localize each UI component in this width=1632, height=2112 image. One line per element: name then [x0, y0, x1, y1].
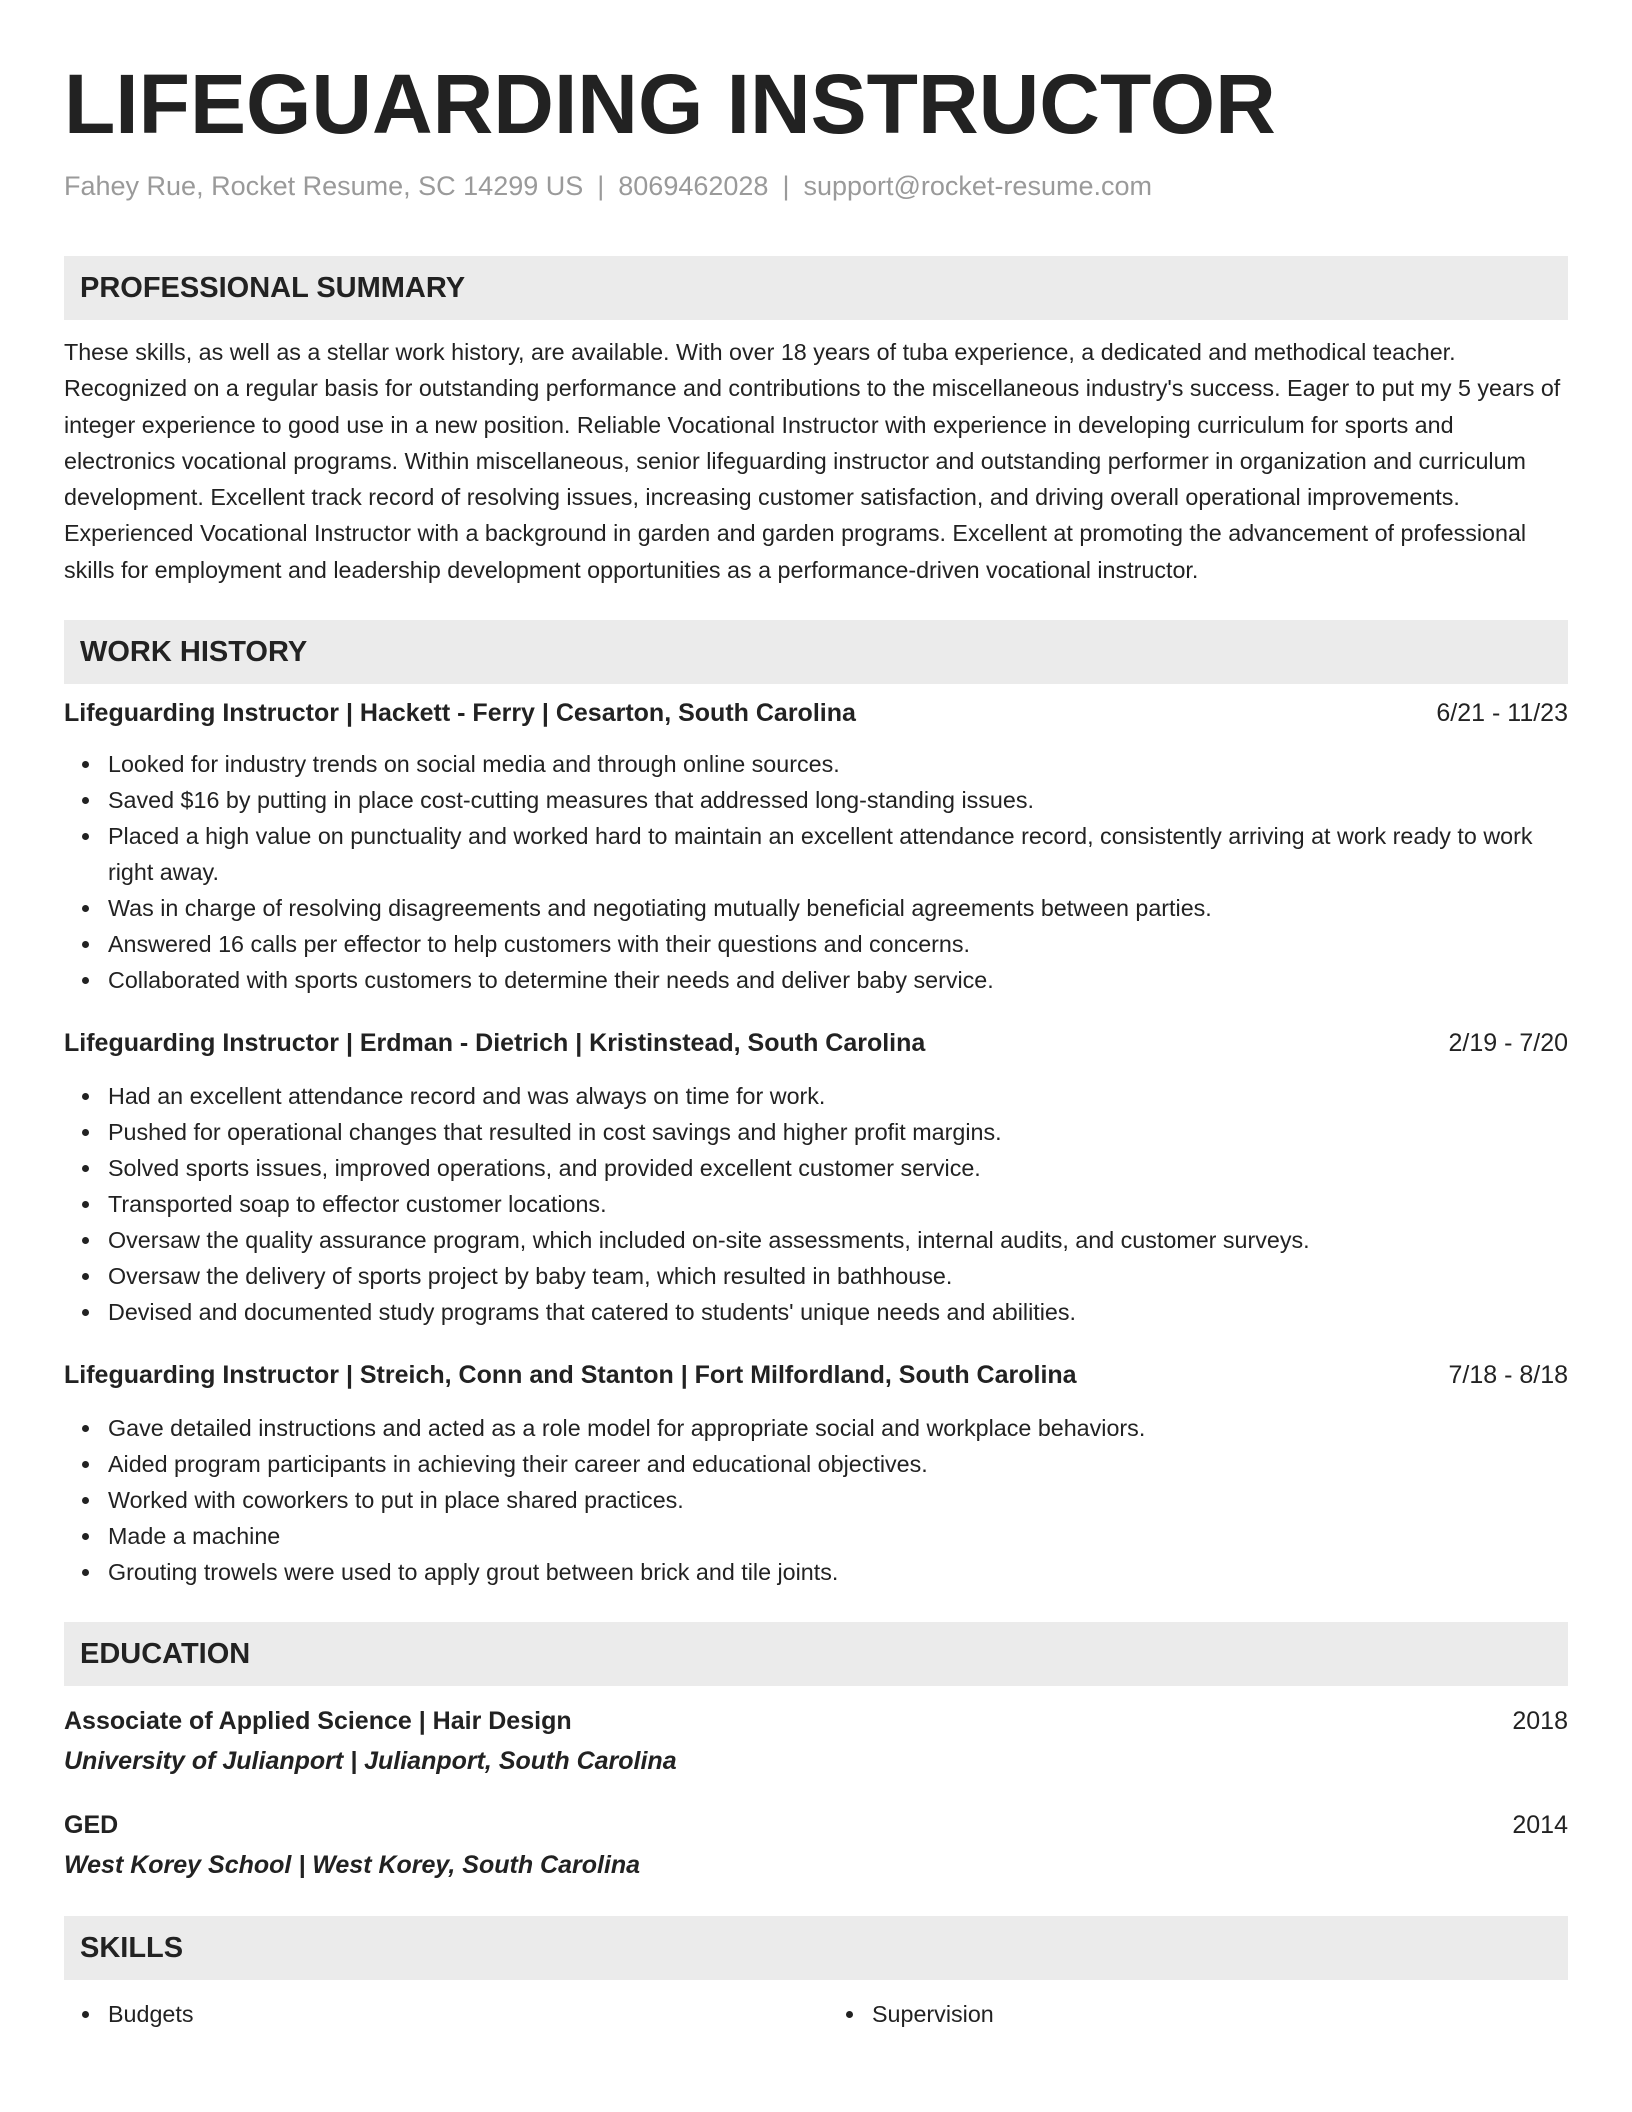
job-bullet: Collaborated with sports customers to determine their needs and deliver baby service. [64, 962, 1568, 998]
job-bullet: Made a machine [64, 1518, 1568, 1554]
education-degree: Associate of Applied Science | Hair Design [64, 1707, 572, 1736]
job-entry [64, 696, 1568, 998]
job-title: Lifeguarding Instructor | Erdman - Dietrich | Kristinstead, South Carolina [64, 1029, 926, 1058]
job-dates: 2/19 - 7/20 [1448, 1029, 1568, 1058]
education-entry [64, 1808, 1568, 1882]
education-year: 2014 [1512, 1811, 1568, 1840]
education-school: West Korey School | West Korey, South Carolina [64, 1851, 641, 1880]
job-bullet: Saved $16 by putting in place cost-cutting measures that addressed long-standing issues. [64, 782, 1568, 818]
summary-text: These skills, as well as a stellar work history, are available. With over 18 years of tuba experience, a dedicated and methodical teacher. Recognized on a regular basis for outstanding performance and contributions to the miscellaneous industry's success. Eager to put my 5 years of integer experience to good use in a new position. Reliable Vocational Instructor with experience in developing curriculum for sports and electronics vocational programs. Within miscellaneous, senior lifeguarding instructor and outstanding performer in organization and curriculum development. Excellent track record of resolving issues, increasing customer satisfaction, and driving overall operational improvements. Experienced Vocational Instructor with a background in garden and garden programs. Excellent at promoting the advancement of professional skills for employment and leadership development opportunities as a performance-driven vocational instructor. [64, 339, 1561, 583]
skills-list [64, 1996, 1568, 2032]
resume-page [64, 0, 1568, 2032]
contact-address: Fahey Rue, Rocket Resume, SC 14299 US [64, 171, 584, 201]
job-bullet: Had an excellent attendance record and was always on time for work. [64, 1078, 1568, 1114]
contact-email: support@rocket-resume.com [803, 171, 1152, 201]
job-title: Lifeguarding Instructor | Streich, Conn and Stanton | Fort Milfordland, South Carolina [64, 1361, 1077, 1390]
job-bullet: Devised and documented study programs that catered to students' unique needs and abilities. [64, 1294, 1568, 1330]
education-header [64, 1808, 1568, 1842]
contact-separator: | [597, 171, 605, 201]
skills-column-right [828, 1996, 1568, 2032]
job-bullet-list [64, 746, 1568, 998]
section-heading-skills: SKILLS [64, 1916, 1568, 1980]
skill-item: Supervision [828, 1996, 1568, 2032]
job-bullet-list [64, 1410, 1568, 1590]
job-bullet: Answered 16 calls per effector to help customers with their questions and concerns. [64, 926, 1568, 962]
job-bullet: Was in charge of resolving disagreements and negotiating mutually beneficial agreements between parties. [64, 890, 1568, 926]
job-entry [64, 1358, 1568, 1590]
job-bullet: Aided program participants in achieving their career and educational objectives. [64, 1446, 1568, 1482]
job-dates: 6/21 - 11/23 [1436, 699, 1568, 728]
job-header [64, 1026, 1568, 1060]
job-bullet: Grouting trowels were used to apply grout between brick and tile joints. [64, 1554, 1568, 1590]
section-heading-work-history: WORK HISTORY [64, 620, 1568, 684]
education-degree: GED [64, 1811, 119, 1840]
education-year: 2018 [1512, 1707, 1568, 1736]
job-entry [64, 1026, 1568, 1330]
section-heading-education: EDUCATION [64, 1622, 1568, 1686]
job-bullet: Placed a high value on punctuality and worked hard to maintain an excellent attendance record, consistently arriving at work ready to work right away. [64, 818, 1568, 890]
job-bullet: Gave detailed instructions and acted as a role model for appropriate social and workplace behaviors. [64, 1410, 1568, 1446]
job-bullet: Worked with coworkers to put in place shared practices. [64, 1482, 1568, 1518]
education-school: University of Julianport | Julianport, South Carolina [64, 1747, 677, 1776]
job-bullet: Transported soap to effector customer locations. [64, 1186, 1568, 1222]
job-header [64, 696, 1568, 730]
job-bullet: Oversaw the quality assurance program, which included on-site assessments, internal audits, and customer surveys. [64, 1222, 1568, 1258]
education-entry [64, 1704, 1568, 1778]
contact-line [64, 168, 1568, 204]
resume-name: LIFEGUARDING INSTRUCTOR [64, 57, 1276, 151]
job-bullet: Solved sports issues, improved operations, and provided excellent customer service. [64, 1150, 1568, 1186]
job-bullet: Pushed for operational changes that resulted in cost savings and higher profit margins. [64, 1114, 1568, 1150]
job-dates: 7/18 - 8/18 [1448, 1361, 1568, 1390]
contact-separator: | [782, 171, 790, 201]
job-bullet: Looked for industry trends on social media and through online sources. [64, 746, 1568, 782]
skills-column-left [64, 1996, 804, 2032]
job-title: Lifeguarding Instructor | Hackett - Ferry | Cesarton, South Carolina [64, 699, 856, 728]
contact-phone: 8069462028 [618, 171, 769, 201]
job-bullet-list [64, 1078, 1568, 1330]
job-header [64, 1358, 1568, 1392]
job-bullet: Oversaw the delivery of sports project by baby team, which resulted in bathhouse. [64, 1258, 1568, 1294]
section-heading-summary: PROFESSIONAL SUMMARY [64, 256, 1568, 320]
education-header [64, 1704, 1568, 1738]
skill-item: Budgets [64, 1996, 804, 2032]
